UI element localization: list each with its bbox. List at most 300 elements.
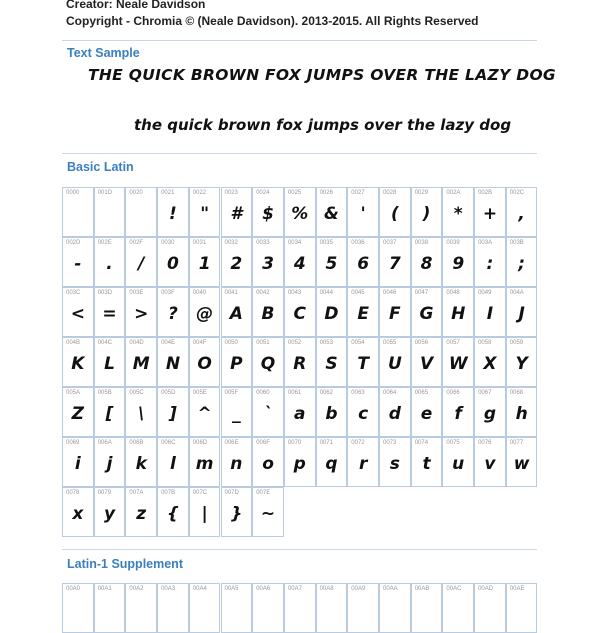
glyph-code: 006C xyxy=(161,440,176,446)
glyph-cell xyxy=(316,237,348,287)
glyph-cell xyxy=(316,583,348,633)
glyph-cell xyxy=(189,187,221,237)
glyph-code: 0024 xyxy=(256,190,270,196)
glyph-code: 0048 xyxy=(446,290,460,296)
glyph-cell xyxy=(189,387,221,437)
glyph-code: 0071 xyxy=(319,440,333,446)
glyph-char: n xyxy=(230,454,243,474)
glyph-code: 005F xyxy=(224,390,239,396)
glyph-char: O xyxy=(197,354,212,374)
glyph-char: = xyxy=(102,304,117,324)
glyph-code: 0028 xyxy=(383,190,397,196)
glyph-char: 6 xyxy=(357,254,370,274)
glyph-cell xyxy=(189,287,221,337)
glyph-char: z xyxy=(136,504,147,524)
glyph-cell xyxy=(347,387,379,437)
glyph-char: 0 xyxy=(167,254,179,274)
glyph-char: ( xyxy=(390,204,399,224)
glyph-cell xyxy=(347,237,379,287)
glyph-cell xyxy=(506,287,538,337)
glyph-cell xyxy=(125,583,157,633)
glyph-char: v xyxy=(484,454,496,474)
glyph-cell xyxy=(157,187,189,237)
glyph-char: e xyxy=(420,404,433,424)
glyph-char: \ xyxy=(138,404,145,424)
glyph-char: J xyxy=(518,304,525,324)
glyph-cell xyxy=(125,337,157,387)
glyph-code: 0065 xyxy=(414,390,429,396)
glyph-char: M xyxy=(132,354,150,374)
glyph-code: 00AA xyxy=(383,586,398,592)
glyph-code: 0049 xyxy=(478,290,492,296)
glyph-cell xyxy=(411,237,443,287)
glyph-char: 4 xyxy=(293,254,306,274)
creator-line: Creator: Neale Davidson xyxy=(66,0,206,11)
glyph-char: C xyxy=(293,304,306,324)
glyph-char: I xyxy=(486,304,494,324)
glyph-char: A xyxy=(229,304,243,324)
glyph-cell xyxy=(62,583,94,633)
glyph-char: y xyxy=(103,504,116,524)
glyph-char: b xyxy=(325,404,338,424)
glyph-cell xyxy=(62,487,94,537)
divider xyxy=(62,40,537,41)
glyph-cell xyxy=(221,237,253,287)
glyph-char: @ xyxy=(196,304,214,324)
glyph-cell xyxy=(284,437,316,487)
glyph-char: Q xyxy=(260,354,276,374)
glyph-char: 2 xyxy=(230,254,243,274)
glyph-char: t xyxy=(422,454,431,474)
glyph-char: T xyxy=(357,354,369,374)
glyph-cell xyxy=(221,337,253,387)
divider xyxy=(62,153,537,154)
glyph-char: 1 xyxy=(198,254,211,274)
glyph-cell xyxy=(62,437,94,487)
glyph-char: u xyxy=(452,454,465,474)
glyph-char: j xyxy=(106,454,113,474)
glyph-cell xyxy=(252,187,284,237)
glyph-cell xyxy=(94,387,126,437)
section-title-latin1: Latin-1 Supplement xyxy=(67,557,183,571)
glyph-code: 0053 xyxy=(319,340,333,346)
glyph-char: s xyxy=(389,454,400,474)
glyph-char: E xyxy=(357,304,369,324)
glyph-cell xyxy=(379,583,411,633)
glyph-cell xyxy=(506,583,538,633)
glyph-cell xyxy=(411,583,443,633)
glyph-code: 003A xyxy=(478,240,493,246)
glyph-code: 003C xyxy=(66,290,81,296)
glyph-char: [ xyxy=(105,404,114,424)
glyph-cell xyxy=(506,187,538,237)
glyph-code: 007D xyxy=(224,490,239,496)
glyph-char: " xyxy=(200,204,210,224)
glyph-code: 005D xyxy=(161,390,176,396)
glyph-code: 0055 xyxy=(383,340,397,346)
glyph-cell xyxy=(221,583,253,633)
glyph-char: r xyxy=(358,454,368,474)
glyph-cell xyxy=(125,237,157,287)
glyph-cell xyxy=(316,287,348,337)
glyph-code: 004F xyxy=(192,340,207,346)
glyph-code: 0030 xyxy=(161,240,175,246)
glyph-cell xyxy=(347,337,379,387)
glyph-char: % xyxy=(291,204,309,224)
glyph-code: 0062 xyxy=(319,390,333,396)
glyph-cell xyxy=(442,237,474,287)
glyph-char: # xyxy=(230,204,243,224)
glyph-cell xyxy=(474,583,506,633)
glyph-code: 002D xyxy=(66,240,81,246)
glyph-code: 0000 xyxy=(66,190,80,196)
glyph-code: 0064 xyxy=(383,390,397,396)
glyph-cell xyxy=(442,437,474,487)
glyph-char: ^ xyxy=(197,404,212,424)
glyph-char: & xyxy=(324,204,339,224)
glyph-code: 002E xyxy=(97,240,112,246)
glyph-code: 0050 xyxy=(224,340,238,346)
glyph-cell xyxy=(125,437,157,487)
glyph-cell xyxy=(94,287,126,337)
glyph-cell xyxy=(189,583,221,633)
glyph-code: 002C xyxy=(509,190,525,196)
glyph-code: 0069 xyxy=(66,440,80,446)
glyph-code: 0022 xyxy=(192,190,207,196)
glyph-char: Z xyxy=(71,404,84,424)
glyph-char: - xyxy=(74,254,82,274)
glyph-cell xyxy=(284,237,316,287)
glyph-code: 00A5 xyxy=(224,586,239,592)
glyph-char: h xyxy=(515,404,528,424)
glyph-code: 0067 xyxy=(478,390,492,396)
glyph-char: V xyxy=(419,354,434,374)
glyph-code: 0060 xyxy=(256,390,270,396)
glyph-char: ] xyxy=(169,404,177,424)
glyph-char: g xyxy=(483,404,497,424)
divider xyxy=(62,549,537,550)
glyph-code: 003F xyxy=(161,290,175,296)
glyph-cell xyxy=(347,187,379,237)
glyph-char: : xyxy=(486,254,494,274)
glyph-code: 0063 xyxy=(351,390,365,396)
glyph-cell xyxy=(442,337,474,387)
glyph-code: 0044 xyxy=(319,290,333,296)
sample-uppercase: THE QUICK BROWN FOX JUMPS OVER THE LAZY DOG xyxy=(88,66,556,84)
glyph-code: 00AB xyxy=(414,586,430,592)
glyph-cell xyxy=(252,237,284,287)
glyph-code: 00A0 xyxy=(66,586,81,592)
glyph-char: l xyxy=(170,454,176,474)
glyph-code: 001D xyxy=(97,190,113,196)
glyph-char: D xyxy=(324,304,339,324)
glyph-code: 00A8 xyxy=(319,586,334,592)
glyph-cell xyxy=(252,437,284,487)
glyph-cell xyxy=(157,487,189,537)
glyph-code: 006B xyxy=(129,440,144,446)
glyph-code: 00AE xyxy=(509,586,525,592)
glyph-char: m xyxy=(195,454,214,474)
glyph-cell xyxy=(316,437,348,487)
glyph-cell xyxy=(411,187,443,237)
glyph-code: 0073 xyxy=(383,440,397,446)
glyph-char: X xyxy=(483,354,497,374)
glyph-cell xyxy=(284,187,316,237)
glyph-code: 0074 xyxy=(414,440,429,446)
glyph-code: 0046 xyxy=(383,290,397,296)
glyph-char: x xyxy=(72,504,84,524)
glyph-code: 0035 xyxy=(319,240,333,246)
glyph-cell xyxy=(157,237,189,287)
glyph-cell xyxy=(379,437,411,487)
glyph-char: $ xyxy=(262,204,274,224)
glyph-code: 0036 xyxy=(351,240,365,246)
glyph-cell xyxy=(189,487,221,537)
glyph-cell xyxy=(411,337,443,387)
glyph-char: P xyxy=(230,354,243,374)
glyph-code: 0051 xyxy=(256,340,270,346)
glyph-char: F xyxy=(389,304,401,324)
glyph-code: 003B xyxy=(509,240,524,246)
glyph-code: 0057 xyxy=(446,340,460,346)
glyph-cell xyxy=(94,583,126,633)
glyph-cell xyxy=(252,337,284,387)
glyph-cell xyxy=(189,437,221,487)
glyph-code: 006A xyxy=(97,440,112,446)
glyph-cell xyxy=(442,583,474,633)
glyph-char: H xyxy=(451,304,466,324)
glyph-code: 0029 xyxy=(414,190,429,196)
glyph-code: 005B xyxy=(97,390,112,396)
glyph-code: 0061 xyxy=(287,390,302,396)
glyph-cell xyxy=(506,437,538,487)
glyph-cell xyxy=(125,387,157,437)
glyph-cell xyxy=(474,187,506,237)
glyph-cell xyxy=(125,287,157,337)
glyph-code: 006D xyxy=(192,440,208,446)
glyph-cell xyxy=(347,583,379,633)
glyph-code: 004A xyxy=(509,290,524,296)
glyph-cell xyxy=(157,387,189,437)
glyph-char: w xyxy=(513,454,530,474)
glyph-cell xyxy=(474,387,506,437)
glyph-cell xyxy=(284,583,316,633)
glyph-cell xyxy=(125,187,157,237)
glyph-char: > xyxy=(134,304,149,324)
glyph-cell xyxy=(347,437,379,487)
glyph-char: d xyxy=(388,404,401,424)
glyph-code: 0070 xyxy=(287,440,302,446)
glyph-char: N xyxy=(165,354,181,374)
glyph-code: 00AD xyxy=(478,586,494,592)
glyph-code: 002B xyxy=(478,190,493,196)
glyph-code: 0023 xyxy=(224,190,238,196)
glyph-cell xyxy=(62,337,94,387)
glyph-cell xyxy=(411,437,443,487)
glyph-char: 3 xyxy=(262,254,274,274)
glyph-char: k xyxy=(135,454,147,474)
glyph-code: 0047 xyxy=(414,290,429,296)
glyph-code: 0038 xyxy=(414,240,429,246)
glyph-cell xyxy=(157,583,189,633)
glyph-cell xyxy=(189,237,221,287)
glyph-code: 0052 xyxy=(287,340,302,346)
glyph-code: 0039 xyxy=(446,240,460,246)
glyph-cell xyxy=(316,337,348,387)
glyph-cell xyxy=(94,237,126,287)
glyph-char: f xyxy=(454,404,462,424)
glyph-code: 00A7 xyxy=(287,586,302,592)
glyph-char: W xyxy=(448,354,468,374)
glyph-code: 0075 xyxy=(446,440,460,446)
glyph-code: 003E xyxy=(129,290,144,296)
glyph-cell xyxy=(62,187,94,237)
glyph-code: 00A2 xyxy=(129,586,144,592)
glyph-cell xyxy=(284,337,316,387)
glyph-cell xyxy=(252,387,284,437)
glyph-code: 0076 xyxy=(478,440,492,446)
glyph-code: 004E xyxy=(161,340,176,346)
glyph-cell xyxy=(284,387,316,437)
glyph-code: 007C xyxy=(192,490,208,496)
glyph-code: 0043 xyxy=(287,290,302,296)
glyph-cell xyxy=(94,487,126,537)
glyph-code: 005E xyxy=(192,390,207,396)
glyph-code: 006E xyxy=(224,440,239,446)
glyph-char: . xyxy=(106,254,113,274)
glyph-char: U xyxy=(387,354,402,374)
glyph-code: 0021 xyxy=(161,190,175,196)
glyph-cell xyxy=(379,287,411,337)
section-title-text-sample: Text Sample xyxy=(67,46,140,60)
glyph-cell xyxy=(474,337,506,387)
glyph-code: 007A xyxy=(129,490,144,496)
glyph-char: _ xyxy=(232,404,241,424)
glyph-cell xyxy=(316,187,348,237)
glyph-char: } xyxy=(230,504,243,524)
glyph-char: 5 xyxy=(325,254,338,274)
glyph-code: 0041 xyxy=(224,290,238,296)
glyph-code: 0026 xyxy=(319,190,333,196)
glyph-cell xyxy=(62,237,94,287)
glyph-code: 0058 xyxy=(478,340,492,346)
glyph-char: K xyxy=(71,354,85,374)
glyph-code: 004B xyxy=(66,340,81,346)
glyph-code: 0040 xyxy=(192,290,207,296)
copyright-line: Copyright - Chromia © (Neale Davidson). 2013-2015. All Rights Reserved xyxy=(66,14,479,28)
glyph-cell xyxy=(94,187,126,237)
glyph-char: 8 xyxy=(420,254,433,274)
glyph-char: ) xyxy=(422,204,431,224)
glyph-char: 7 xyxy=(388,254,401,274)
glyph-cell xyxy=(506,237,538,287)
sample-lowercase: the quick brown fox jumps over the lazy dog xyxy=(134,116,512,134)
glyph-code: 002F xyxy=(129,240,144,246)
glyph-char: < xyxy=(70,304,85,324)
glyph-char: o xyxy=(262,454,274,474)
glyph-cell xyxy=(189,337,221,387)
glyph-cell xyxy=(347,287,379,337)
glyph-code: 005C xyxy=(129,390,144,396)
glyph-code: 007B xyxy=(161,490,176,496)
glyph-char: G xyxy=(419,304,434,324)
glyph-code: 007E xyxy=(256,490,271,496)
glyph-cell xyxy=(379,237,411,287)
glyph-cell xyxy=(411,287,443,337)
glyph-cell xyxy=(379,337,411,387)
glyph-cell xyxy=(62,387,94,437)
glyph-cell xyxy=(62,287,94,337)
glyph-code: 00AC xyxy=(446,586,462,592)
glyph-code: 0077 xyxy=(509,440,524,446)
glyph-cell xyxy=(506,337,538,387)
glyph-cell xyxy=(157,287,189,337)
glyph-char: Y xyxy=(515,354,528,374)
glyph-char: + xyxy=(482,204,498,224)
glyph-code: 00A4 xyxy=(192,586,207,592)
glyph-cell xyxy=(442,187,474,237)
glyph-char: i xyxy=(74,454,81,474)
glyph-char: L xyxy=(104,354,115,374)
glyph-cell xyxy=(379,187,411,237)
glyph-char: ~ xyxy=(260,504,276,524)
glyph-char: ? xyxy=(168,304,178,324)
glyph-cell xyxy=(125,487,157,537)
glyph-char: ; xyxy=(518,254,526,274)
glyph-code: 006F xyxy=(256,440,270,446)
glyph-cell xyxy=(221,487,253,537)
glyph-char: B xyxy=(261,304,275,324)
glyph-cell xyxy=(442,387,474,437)
glyph-char: , xyxy=(518,204,525,224)
glyph-char: p xyxy=(293,454,306,474)
glyph-code: 0027 xyxy=(351,190,365,196)
glyph-code: 004C xyxy=(97,340,113,346)
glyph-code: 0020 xyxy=(129,190,143,196)
glyph-cell xyxy=(221,387,253,437)
glyph-cell xyxy=(316,387,348,437)
glyph-char: ! xyxy=(169,204,177,224)
glyph-code: 0066 xyxy=(446,390,460,396)
glyph-code: 0072 xyxy=(351,440,365,446)
glyph-cell xyxy=(157,437,189,487)
glyph-code: 005A xyxy=(66,390,81,396)
glyph-code: 0025 xyxy=(287,190,302,196)
glyph-cell xyxy=(506,387,538,437)
glyph-cell xyxy=(221,187,253,237)
glyph-cell xyxy=(474,237,506,287)
glyph-code: 003D xyxy=(97,290,113,296)
glyph-char: q xyxy=(325,454,338,474)
glyph-char: S xyxy=(325,354,338,374)
glyph-cell xyxy=(252,487,284,537)
section-title-basic-latin: Basic Latin xyxy=(67,160,134,174)
glyph-cell xyxy=(284,287,316,337)
glyph-char: R xyxy=(293,354,307,374)
glyph-cell xyxy=(411,387,443,437)
glyph-code: 0042 xyxy=(256,290,270,296)
glyph-cell xyxy=(94,437,126,487)
glyph-code: 00A3 xyxy=(161,586,176,592)
glyph-cell xyxy=(221,287,253,337)
glyph-code: 0031 xyxy=(192,240,207,246)
glyph-code: 0056 xyxy=(414,340,429,346)
glyph-code: 0054 xyxy=(351,340,365,346)
glyph-code: 0079 xyxy=(97,490,112,496)
glyph-code: 00A1 xyxy=(97,586,112,592)
glyph-char: / xyxy=(138,254,145,274)
glyph-char: | xyxy=(201,504,208,524)
